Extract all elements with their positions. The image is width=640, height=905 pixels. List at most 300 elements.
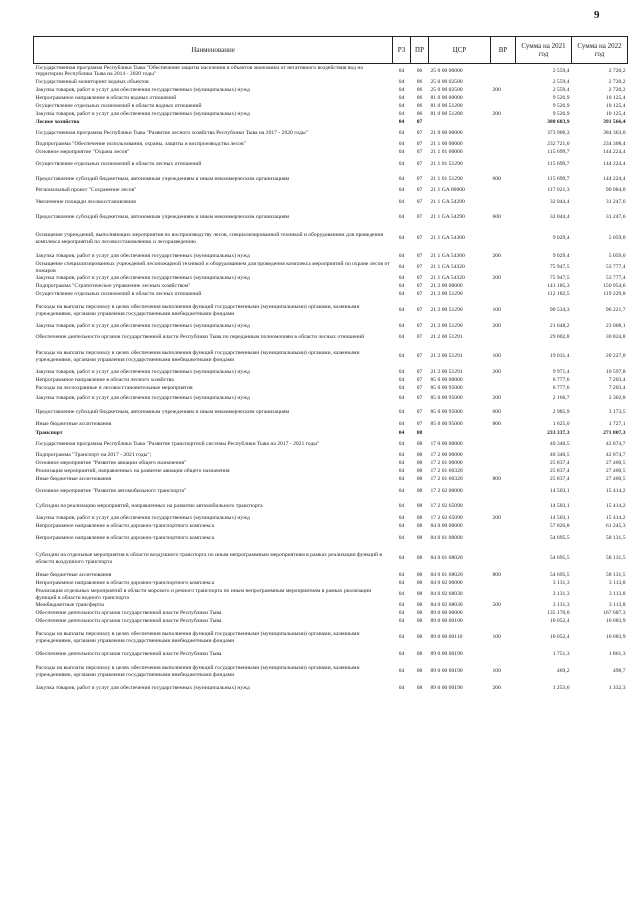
- table-row: [34, 103, 628, 111]
- table-row: [34, 660, 628, 684]
- row-sum-2021-cell: 2 985,9: [552, 408, 570, 415]
- table-row: [34, 64, 628, 79]
- row-vr-cell: [491, 79, 516, 87]
- column-header-rz: РЗ: [393, 37, 411, 64]
- row-sum-2021-cell: 14 503,1: [549, 487, 570, 494]
- row-name-cell: Оснащение учреждений, выполняющих мероприятия по воспроизводству лесов, специализированной техникой и оборудованием для проведения комплекса мероприятий по лесовосстановлению и лесоразведению: [35, 232, 384, 245]
- table-row: [34, 523, 628, 531]
- table-row: [34, 452, 628, 460]
- row-sum-2021-cell: 6 777,6: [552, 377, 570, 384]
- row-sum-2021-cell: 40 340,5: [549, 452, 570, 459]
- row-vr-cell: [491, 650, 516, 660]
- table-row: [34, 345, 628, 369]
- row-csr-cell: 89 0 00 00000: [430, 610, 463, 617]
- row-pr-cell: 08: [416, 572, 423, 579]
- row-csr-cell: 89 0 00 00190: [430, 685, 463, 692]
- row-vr-cell: [491, 610, 516, 618]
- row-rz-cell: 04: [398, 430, 405, 437]
- row-sum-2022-cell: 144 224,4: [603, 160, 626, 167]
- row-pr-cell: 07: [416, 377, 423, 384]
- row-name-cell: Закупка товаров, работ и услуг для обеспечения государственных (муниципальных) нужд: [35, 87, 250, 94]
- row-name-cell: Лесное хозяйство: [35, 119, 80, 126]
- table-row: [34, 127, 628, 141]
- row-sum-2022-cell: 53 777,4: [605, 264, 626, 271]
- row-rz-cell: 04: [398, 610, 405, 617]
- row-name-cell: Государственная программа Республики Тыва "Развитие лесного хозяйства Республики Тыва на 2017 - 2020 годы": [35, 130, 308, 137]
- row-pr-cell: 07: [416, 323, 423, 330]
- row-vr-cell: 100: [492, 307, 501, 314]
- table-row: [34, 484, 628, 499]
- row-rz-cell: 04: [398, 291, 405, 298]
- row-name-cell: Основное мероприятие "Развитие автомобильного транспорта": [35, 487, 187, 494]
- row-csr-cell: 89 0 00 00110: [430, 634, 463, 641]
- row-sum-2021-cell: 3 131,3: [552, 602, 570, 609]
- row-rz-cell: 04: [398, 515, 405, 522]
- row-rz-cell: 04: [398, 307, 405, 314]
- row-name-cell: Государственный мониторинг водных объектов: [35, 79, 149, 86]
- row-vr-cell: 800: [492, 572, 501, 579]
- row-csr-cell: 17 0 00 00000: [430, 441, 463, 448]
- row-pr-cell: 08: [416, 534, 423, 541]
- row-csr-cell: 21 2 00 51291: [430, 353, 463, 360]
- row-name-cell: Расходы на выплаты персоналу в целях обеспечения выполнения функций государственными (муниципальными) органами, казенными учреждениями, органами управления государственными внебюджетными фондами: [35, 304, 360, 317]
- row-csr-cell: 21 1 GA 00000: [430, 187, 465, 194]
- table-row: [34, 331, 628, 345]
- table-row: [34, 610, 628, 618]
- row-name-cell: Закупка товаров, работ и услуг для обеспечения государственных (муниципальных) нужд: [35, 275, 250, 282]
- row-csr-cell: 21 2 00 51290: [430, 323, 463, 330]
- row-sum-2022-cell: 1 861,3: [608, 651, 626, 658]
- row-pr-cell: 08: [416, 441, 423, 448]
- table-row: [34, 572, 628, 580]
- row-name-cell: Межбюджетные трансферты: [35, 602, 104, 609]
- row-vr-cell: [491, 430, 516, 438]
- row-name-cell: Расходы на выплаты персоналу в целях обеспечения выполнения функций государственными (муниципальными) органами, казенными учреждениями, органами управления государственными внебюджетными фондами: [35, 631, 360, 644]
- table-row: [34, 618, 628, 626]
- row-csr-cell: 25 0 00 02500: [430, 87, 463, 94]
- row-csr-cell: 21 1 GA 54300: [430, 253, 465, 260]
- row-rz-cell: 04: [398, 385, 405, 392]
- table-row: [34, 650, 628, 660]
- row-sum-2022-cell: 15 414,2: [605, 487, 626, 494]
- row-pr-cell: 06: [416, 95, 423, 102]
- row-rz-cell: 04: [398, 187, 405, 194]
- row-pr-cell: 08: [416, 476, 423, 483]
- row-rz-cell: 04: [398, 369, 405, 376]
- row-csr-cell: 21 0 00 00000: [430, 130, 463, 137]
- row-csr-cell: 25 0 00 02500: [430, 79, 463, 86]
- column-header-pr: ПР: [411, 37, 429, 64]
- row-sum-2022-cell: 31 247,6: [605, 198, 626, 205]
- row-pr-cell: 08: [416, 634, 423, 641]
- row-pr-cell: 07: [416, 235, 423, 242]
- row-name-cell: Осуществление отдельных полномочий в области лесных отношений: [35, 160, 202, 167]
- row-sum-2021-cell: 9 029,4: [552, 235, 570, 242]
- row-sum-2022-cell: 58 131,5: [605, 572, 626, 579]
- row-vr-cell: [491, 546, 516, 572]
- table-row: [34, 626, 628, 650]
- row-vr-cell: 800: [492, 476, 501, 483]
- table-body: [34, 64, 628, 694]
- row-pr-cell: 07: [416, 149, 423, 156]
- row-pr-cell: 08: [416, 580, 423, 587]
- row-csr-cell: 17 2 00 00000: [430, 452, 463, 459]
- row-vr-cell: 600: [492, 213, 501, 220]
- row-rz-cell: 04: [398, 103, 405, 110]
- table-header-row: [34, 37, 628, 64]
- row-sum-2022-cell: 144 224,4: [603, 175, 626, 182]
- row-sum-2022-cell: 234 308,4: [603, 141, 626, 148]
- row-pr-cell: 07: [416, 141, 423, 148]
- row-name-cell: Субсидии на отдельные мероприятия в области воздушного транспорта по иным непрограммным мероприятиям в рамках реализации функций в области воздушного транспорта: [35, 552, 383, 565]
- row-sum-2022-cell: 10 125,4: [605, 103, 626, 110]
- page-number: 9: [594, 9, 600, 21]
- row-sum-2022-cell: 2 720,2: [608, 68, 626, 75]
- column-header-vr: ВР: [491, 37, 516, 64]
- row-vr-cell: [491, 149, 516, 157]
- row-sum-2022-cell: 2 720,2: [608, 79, 626, 86]
- row-vr-cell: [491, 460, 516, 468]
- row-csr-cell: 84 0 02 68030: [430, 602, 463, 609]
- row-rz-cell: 04: [398, 580, 405, 587]
- budget-table: [33, 36, 628, 694]
- table-row: [34, 111, 628, 119]
- row-pr-cell: 08: [416, 610, 423, 617]
- row-csr-cell: 17 2 01 00000: [430, 460, 463, 467]
- row-vr-cell: 100: [492, 353, 501, 360]
- row-pr-cell: 08: [416, 523, 423, 530]
- table-row: [34, 385, 628, 393]
- table-row: [34, 580, 628, 588]
- row-csr-cell: 17 2 01 60320: [430, 468, 463, 475]
- row-name-cell: Расходы на выплаты персоналу в целях обеспечения выполнения функций государственными (муниципальными) органами, казенными учреждениями, органами управления государственными внебюджетными фондами: [35, 665, 360, 678]
- row-csr-cell: 84 0 02 68030: [430, 591, 463, 598]
- row-sum-2021-cell: 32 044,4: [549, 213, 570, 220]
- row-pr-cell: 08: [416, 555, 423, 562]
- table-row: [34, 323, 628, 331]
- row-name-cell: Предоставление субсидий бюджетным, автономным учреждениям и иным некоммерческим организациям: [35, 408, 290, 415]
- row-rz-cell: 04: [398, 395, 405, 402]
- row-csr-cell: 21 1 GA 54290: [430, 198, 465, 205]
- row-csr-cell: 81 0 00 00000: [430, 95, 463, 102]
- row-vr-cell: [491, 588, 516, 602]
- row-name-cell: Непрограммное направление в области дорожно-транспортного комплекса: [35, 534, 215, 541]
- row-sum-2021-cell: 469,2: [556, 668, 570, 675]
- row-pr-cell: 07: [416, 130, 423, 137]
- column-header-sum-2021: Сумма на 2021 год: [516, 37, 572, 64]
- row-sum-2022-cell: 271 807,3: [603, 430, 626, 437]
- row-vr-cell: 200: [492, 111, 501, 118]
- row-name-cell: Закупка товаров, работ и услуг для обеспечения государственных (муниципальных) нужд: [35, 395, 250, 402]
- row-vr-cell: [491, 119, 516, 127]
- table-row: [34, 210, 628, 225]
- row-name-cell: Закупка товаров, работ и услуг для обеспечения государственных (муниципальных) нужд: [35, 323, 250, 330]
- row-sum-2021-cell: 75 947,5: [549, 275, 570, 282]
- row-sum-2021-cell: 6 777,6: [552, 385, 570, 392]
- row-name-cell: Подпрограмма "Обеспечение использования, охраны, защиты и воспроизводства лесов": [35, 141, 246, 148]
- row-pr-cell: 07: [416, 160, 423, 167]
- table-row: [34, 393, 628, 405]
- row-name-cell: Иные бюджетные ассигнования: [35, 421, 112, 428]
- row-pr-cell: 08: [416, 685, 423, 692]
- row-sum-2021-cell: 2 559,4: [552, 87, 570, 94]
- column-header-name: Наименование: [34, 37, 393, 64]
- table-row: [34, 588, 628, 602]
- table-row: [34, 405, 628, 420]
- row-csr-cell: 81 0 00 51280: [430, 103, 463, 110]
- row-rz-cell: 04: [398, 487, 405, 494]
- row-csr-cell: 85 0 00 95000: [430, 385, 463, 392]
- table-row: [34, 499, 628, 515]
- row-sum-2022-cell: 10 683,9: [605, 618, 626, 625]
- row-csr-cell: 21 1 GA 54300: [430, 235, 465, 242]
- row-rz-cell: 04: [398, 160, 405, 167]
- row-pr-cell: 08: [416, 651, 423, 658]
- row-rz-cell: 04: [398, 141, 405, 148]
- row-sum-2022-cell: 90 084,0: [605, 187, 626, 194]
- row-csr-cell: 84 0 02 00000: [430, 580, 463, 587]
- row-sum-2022-cell: 2 720,2: [608, 87, 626, 94]
- row-pr-cell: 08: [416, 468, 423, 475]
- row-rz-cell: 04: [398, 68, 405, 75]
- row-rz-cell: 04: [398, 283, 405, 290]
- row-rz-cell: 04: [398, 421, 405, 428]
- row-vr-cell: [491, 377, 516, 385]
- row-rz-cell: 04: [398, 87, 405, 94]
- row-sum-2022-cell: 58 131,5: [605, 555, 626, 562]
- row-rz-cell: 04: [398, 95, 405, 102]
- row-pr-cell: 07: [416, 275, 423, 282]
- row-sum-2022-cell: 27 460,5: [605, 460, 626, 467]
- row-rz-cell: 04: [398, 79, 405, 86]
- row-csr-cell: 25 0 00 00000: [430, 68, 463, 75]
- row-sum-2022-cell: 144 224,4: [603, 149, 626, 156]
- row-name-cell: Закупка товаров, работ и услуг для обеспечения государственных (муниципальных) нужд: [35, 111, 250, 118]
- row-vr-cell: 200: [492, 87, 501, 94]
- row-csr-cell: [429, 430, 491, 438]
- row-csr-cell: 89 0 00 00190: [430, 651, 463, 658]
- row-sum-2021-cell: 115 699,7: [547, 160, 570, 167]
- row-csr-cell: 21 1 01 51290: [430, 160, 463, 167]
- row-pr-cell: 07: [416, 187, 423, 194]
- row-rz-cell: 04: [398, 377, 405, 384]
- table-row: [34, 420, 628, 430]
- table-row: [34, 291, 628, 299]
- row-name-cell: Непрограммное направление в области водных отношений: [35, 95, 177, 102]
- row-sum-2021-cell: 233 337,3: [547, 430, 570, 437]
- row-sum-2021-cell: 9 526,9: [552, 103, 570, 110]
- row-pr-cell: 06: [416, 103, 423, 110]
- row-sum-2022-cell: 150 054,6: [603, 283, 626, 290]
- row-sum-2022-cell: 3 113,8: [608, 602, 626, 609]
- row-rz-cell: 04: [398, 668, 405, 675]
- row-sum-2021-cell: 9 971,4: [552, 369, 570, 376]
- row-rz-cell: 04: [398, 353, 405, 360]
- row-vr-cell: [491, 95, 516, 103]
- row-csr-cell: 21 1 GA 54320: [430, 264, 465, 271]
- row-csr-cell: 84 0 01 68020: [430, 572, 463, 579]
- row-rz-cell: 04: [398, 591, 405, 598]
- row-sum-2022-cell: 10 125,4: [605, 95, 626, 102]
- row-rz-cell: 04: [398, 175, 405, 182]
- row-pr-cell: 07: [416, 353, 423, 360]
- row-pr-cell: 07: [416, 395, 423, 402]
- table-row: [34, 283, 628, 291]
- row-name-cell: Непрограммное направление в области дорожно-транспортного комплекса: [35, 580, 215, 587]
- table-row: [34, 531, 628, 546]
- table-row: [34, 195, 628, 210]
- row-rz-cell: 04: [398, 476, 405, 483]
- row-pr-cell: 08: [416, 460, 423, 467]
- column-header-csr: ЦСР: [429, 37, 491, 64]
- row-name-cell: Реализация мероприятий, направленных на развитие авиации общего назначения: [35, 468, 230, 475]
- row-sum-2022-cell: 10 125,4: [605, 111, 626, 118]
- row-sum-2022-cell: 2 302,8: [608, 395, 626, 402]
- row-sum-2021-cell: 32 044,4: [549, 198, 570, 205]
- row-rz-cell: 04: [398, 408, 405, 415]
- row-sum-2021-cell: 14 503,1: [549, 503, 570, 510]
- row-name-cell: Закупка товаров, работ и услуг для обеспечения государственных (муниципальных) нужд: [35, 685, 250, 692]
- row-sum-2022-cell: 53 777,4: [605, 275, 626, 282]
- row-csr-cell: 21 1 01 00000: [430, 149, 463, 156]
- table-row: [34, 87, 628, 95]
- row-vr-cell: [491, 103, 516, 111]
- row-csr-cell: 17 2 02 00000: [430, 487, 463, 494]
- row-sum-2021-cell: 54 695,5: [549, 555, 570, 562]
- row-vr-cell: [491, 187, 516, 195]
- row-vr-cell: [491, 618, 516, 626]
- row-rz-cell: 04: [398, 441, 405, 448]
- row-pr-cell: 07: [416, 421, 423, 428]
- row-csr-cell: 85 0 00 95000: [430, 395, 463, 402]
- row-vr-cell: [491, 484, 516, 499]
- table-row: [34, 79, 628, 87]
- row-rz-cell: 04: [398, 198, 405, 205]
- table-row: [34, 261, 628, 275]
- row-name-cell: Обеспечение деятельности органов государственной власти Республики Тыва: [35, 618, 222, 625]
- row-sum-2022-cell: 384 363,0: [603, 130, 626, 137]
- row-rz-cell: 04: [398, 503, 405, 510]
- row-sum-2021-cell: 232 721,0: [547, 141, 570, 148]
- row-rz-cell: 04: [398, 264, 405, 271]
- row-name-cell: Предоставление субсидий бюджетным, автономным учреждениям и иным некоммерческим организациям: [35, 213, 290, 220]
- row-vr-cell: [491, 157, 516, 172]
- row-sum-2021-cell: 25 837,4: [549, 476, 570, 483]
- row-csr-cell: 21 2 00 51290: [430, 291, 463, 298]
- row-sum-2021-cell: 21 648,2: [549, 323, 570, 330]
- table-row: [34, 602, 628, 610]
- row-sum-2022-cell: 42 874,7: [605, 452, 626, 459]
- row-sum-2021-cell: 90 534,3: [549, 307, 570, 314]
- row-sum-2022-cell: 7 203,4: [608, 377, 626, 384]
- row-sum-2022-cell: 27 460,5: [605, 476, 626, 483]
- row-pr-cell: 08: [416, 430, 423, 437]
- row-name-cell: Государственная программа Республики Тыва "Развитие транспортной системы Республики Тыва на 2017 - 2021 годы": [35, 441, 320, 448]
- row-sum-2022-cell: 20 227,0: [605, 353, 626, 360]
- row-sum-2021-cell: 9 526,9: [552, 111, 570, 118]
- row-sum-2021-cell: 19 031,4: [549, 353, 570, 360]
- row-sum-2021-cell: 75 947,5: [549, 264, 570, 271]
- row-name-cell: Осуществление отдельных полномочий в области лесных отношений: [35, 291, 202, 298]
- row-pr-cell: 07: [416, 213, 423, 220]
- row-sum-2022-cell: 7 203,4: [608, 385, 626, 392]
- table-row: [34, 460, 628, 468]
- row-sum-2022-cell: 167 687,3: [603, 610, 626, 617]
- row-sum-2021-cell: 57 826,8: [549, 523, 570, 530]
- row-name-cell: Подпрограмма "Стратегическое управление лесным хозяйством": [35, 283, 191, 290]
- row-sum-2022-cell: 3 173,5: [608, 408, 626, 415]
- row-sum-2021-cell: 54 695,5: [549, 572, 570, 579]
- row-name-cell: Расходы на лесоохранные и лесовосстановительные мероприятия: [35, 385, 193, 392]
- row-pr-cell: 06: [416, 111, 423, 118]
- row-pr-cell: 07: [416, 385, 423, 392]
- row-vr-cell: 600: [492, 408, 501, 415]
- row-vr-cell: 200: [492, 323, 501, 330]
- row-vr-cell: [491, 452, 516, 460]
- row-sum-2021-cell: 29 002,8: [549, 334, 570, 341]
- table-row: [34, 515, 628, 523]
- row-sum-2021-cell: 2 559,4: [552, 68, 570, 75]
- row-sum-2021-cell: 54 695,5: [549, 534, 570, 541]
- row-pr-cell: 07: [416, 253, 423, 260]
- row-rz-cell: 04: [398, 634, 405, 641]
- table-row: [34, 95, 628, 103]
- row-csr-cell: 84 0 01 68020: [430, 555, 463, 562]
- row-name-cell: Закупка товаров, работ и услуг для обеспечения государственных (муниципальных) нужд: [35, 369, 250, 376]
- table-row: [34, 275, 628, 283]
- row-rz-cell: 04: [398, 523, 405, 530]
- row-sum-2021-cell: 1 253,6: [552, 685, 570, 692]
- row-rz-cell: 04: [398, 130, 405, 137]
- row-vr-cell: [491, 438, 516, 452]
- row-rz-cell: 04: [398, 213, 405, 220]
- row-name-cell: Увеличение площади лесовосстановления: [35, 198, 136, 205]
- row-pr-cell: 06: [416, 68, 423, 75]
- row-sum-2021-cell: 3 131,3: [552, 580, 570, 587]
- row-vr-cell: [491, 291, 516, 299]
- row-pr-cell: 07: [416, 369, 423, 376]
- row-sum-2021-cell: 1 751,3: [552, 651, 570, 658]
- row-name-cell: Иные бюджетные ассигнования: [35, 476, 112, 483]
- table-row: [34, 430, 628, 438]
- row-sum-2022-cell: 15 414,2: [605, 503, 626, 510]
- row-vr-cell: 200: [492, 369, 501, 376]
- row-csr-cell: 84 0 01 00000: [430, 534, 463, 541]
- row-name-cell: Непрограммное направление в области дорожно-транспортного комплекса: [35, 523, 215, 530]
- table-row: [34, 299, 628, 323]
- row-name-cell: Обеспечение деятельности органов государственной власти Республики Тыва: [35, 651, 222, 658]
- row-name-cell: Подпрограмма "Транспорт на 2017 - 2021 годы";: [35, 452, 152, 459]
- row-sum-2021-cell: 373 906,3: [547, 130, 570, 137]
- column-header-sum-2022: Сумма на 2022 год: [572, 37, 628, 64]
- row-name-cell: Обеспечение деятельности органов государственной власти Республики Тыва: [35, 610, 222, 617]
- row-name-cell: Государственная программа Республики Тыва "Обеспечение защиты населения и объектов экономики от негативного воздействия вод на территории Республики Тыва на 2014 - 2020 годы": [35, 65, 363, 78]
- row-pr-cell: 07: [416, 283, 423, 290]
- table-row: [34, 172, 628, 187]
- row-vr-cell: 600: [492, 175, 501, 182]
- row-pr-cell: 07: [416, 334, 423, 341]
- table-row: [34, 119, 628, 127]
- row-sum-2022-cell: 3 113,8: [608, 591, 626, 598]
- row-pr-cell: 07: [416, 119, 423, 126]
- row-vr-cell: [491, 531, 516, 546]
- row-pr-cell: 08: [416, 503, 423, 510]
- row-vr-cell: [491, 499, 516, 515]
- row-name-cell: Осуществление отдельных полномочий в области водных отношений: [35, 103, 202, 110]
- row-name-cell: Предоставление субсидий бюджетным, автономным учреждениям и иным некоммерческим организациям: [35, 175, 290, 182]
- row-sum-2021-cell: 40 340,5: [549, 441, 570, 448]
- row-rz-cell: 04: [398, 685, 405, 692]
